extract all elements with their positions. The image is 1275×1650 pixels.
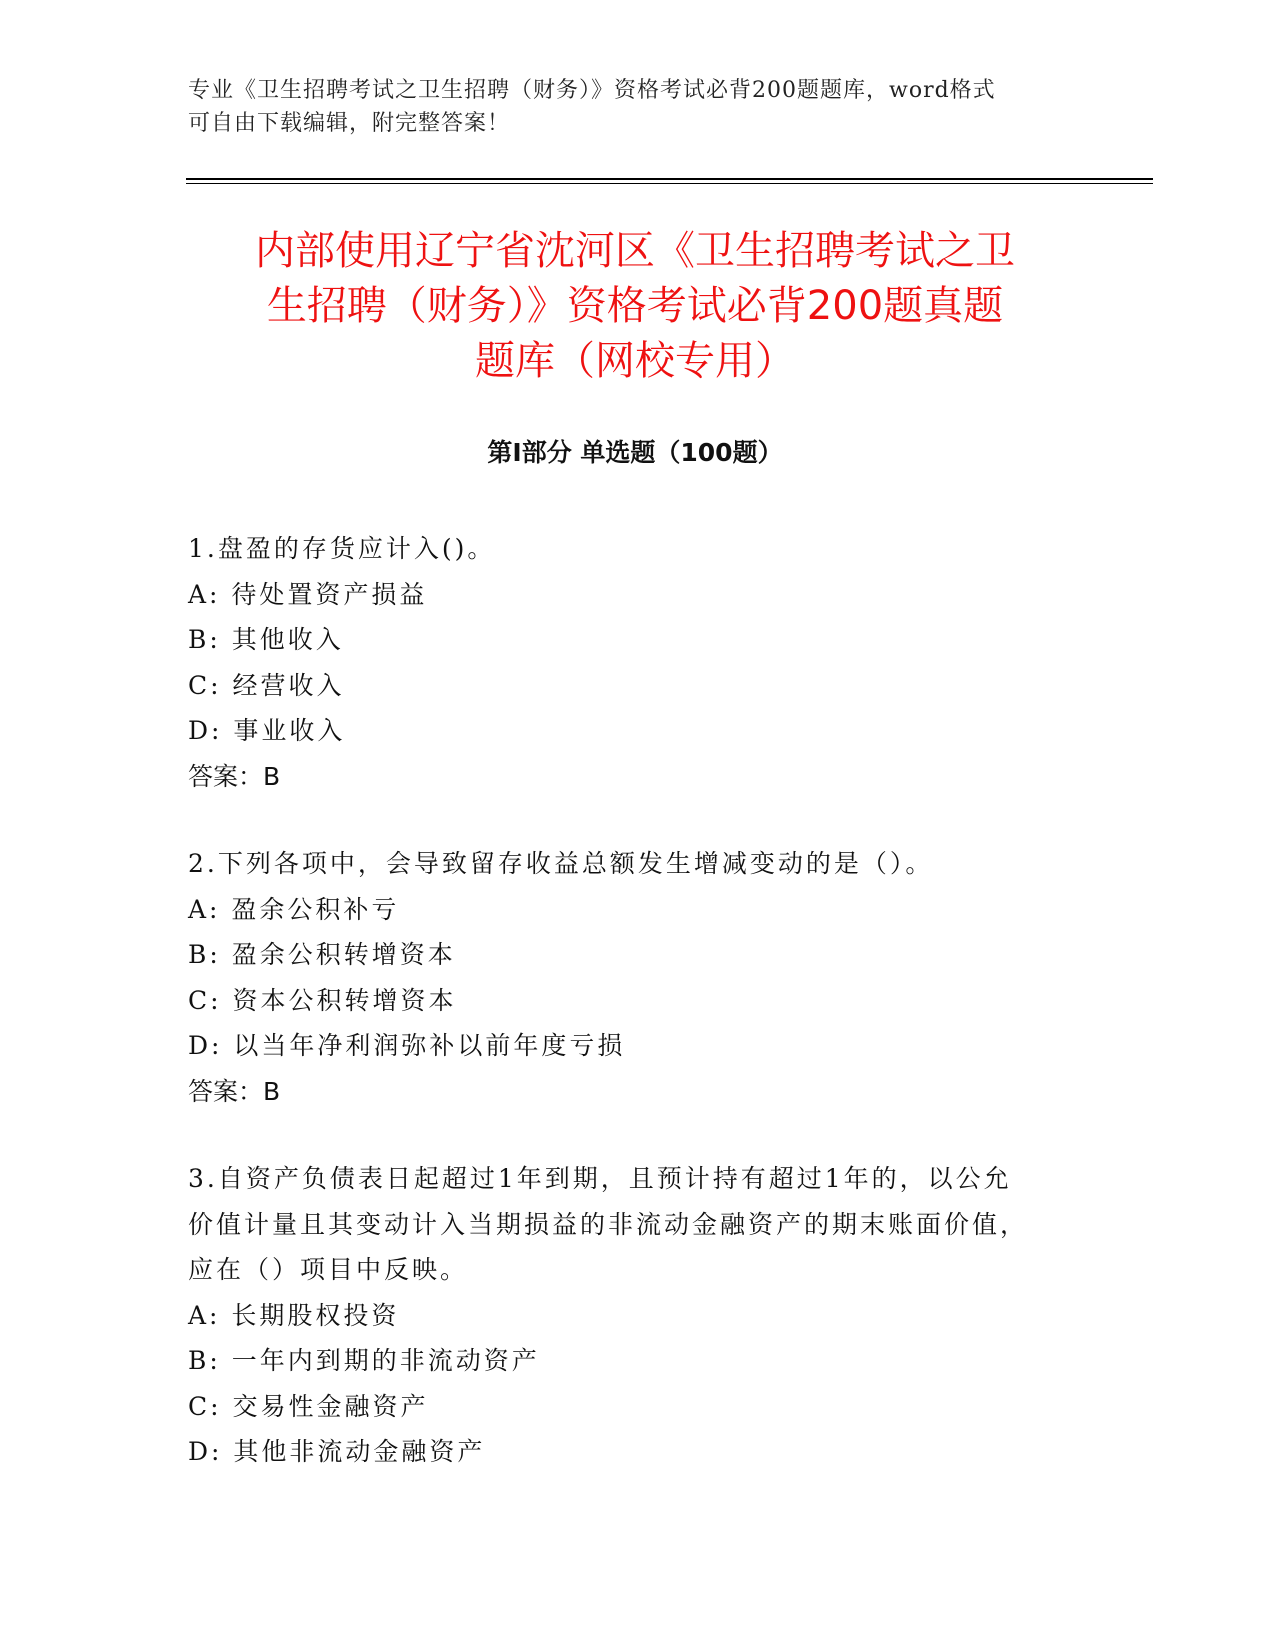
question-stem: 2.下列各项中，会导致留存收益总额发生增减变动的是（）。	[188, 849, 934, 878]
option-a: A: 长期股权投资	[188, 1300, 400, 1330]
title-line-1: 内部使用辽宁省沈河区《卫生招聘考试之卫	[255, 228, 1015, 274]
title-line-3: 题库（网校专用）	[475, 338, 795, 384]
option-b: B: 其他收入	[188, 625, 344, 654]
option-a: A: 待处置资产损益	[188, 579, 428, 609]
option-d: D: 事业收入	[188, 716, 346, 745]
option-c: C: 交易性金融资产	[188, 1391, 429, 1421]
answer: 答案：B	[188, 761, 281, 791]
option-d: D: 以当年净利润弥补以前年度亏损	[188, 1031, 626, 1060]
option-c: C: 资本公积转增资本	[188, 985, 457, 1015]
option-d: D: 其他非流动金融资产	[188, 1437, 486, 1466]
header-divider-thin	[186, 183, 1153, 184]
document-title	[180, 224, 1090, 389]
question-stem-line-2: 价值计量且其变动计入当期损益的非流动金融资产的期末账面价值，	[188, 1209, 1029, 1239]
header-note-line-2: 可自由下载编辑，附完整答案！	[188, 111, 511, 136]
question-stem-line-1: 3.自资产负债表日起超过1年到期，且预计持有超过1年的，以公允	[188, 1164, 1012, 1193]
option-a: A: 盈余公积补亏	[188, 894, 400, 924]
question-list	[188, 526, 1078, 1517]
question-2	[188, 841, 1078, 1114]
option-b: B: 一年内到期的非流动资产	[188, 1346, 540, 1375]
answer: 答案：B	[188, 1076, 281, 1106]
header-note	[188, 74, 1088, 140]
header-note-line-1: 专业《卫生招聘考试之卫生招聘（财务）》资格考试必背200题题库，word格式	[188, 78, 996, 103]
option-b: B: 盈余公积转增资本	[188, 940, 456, 969]
header-divider-thick	[186, 178, 1153, 180]
question-stem-line-3: 应在（）项目中反映。	[188, 1255, 469, 1284]
title-line-2: 生招聘（财务）》资格考试必背200题真题	[266, 283, 1004, 329]
question-3	[188, 1156, 1078, 1475]
question-stem: 1.盘盈的存货应计入()。	[188, 534, 496, 563]
option-c: C: 经营收入	[188, 670, 345, 700]
section-heading: 第Ⅰ部分 单选题（100题）	[487, 438, 783, 467]
question-1	[188, 526, 1078, 799]
